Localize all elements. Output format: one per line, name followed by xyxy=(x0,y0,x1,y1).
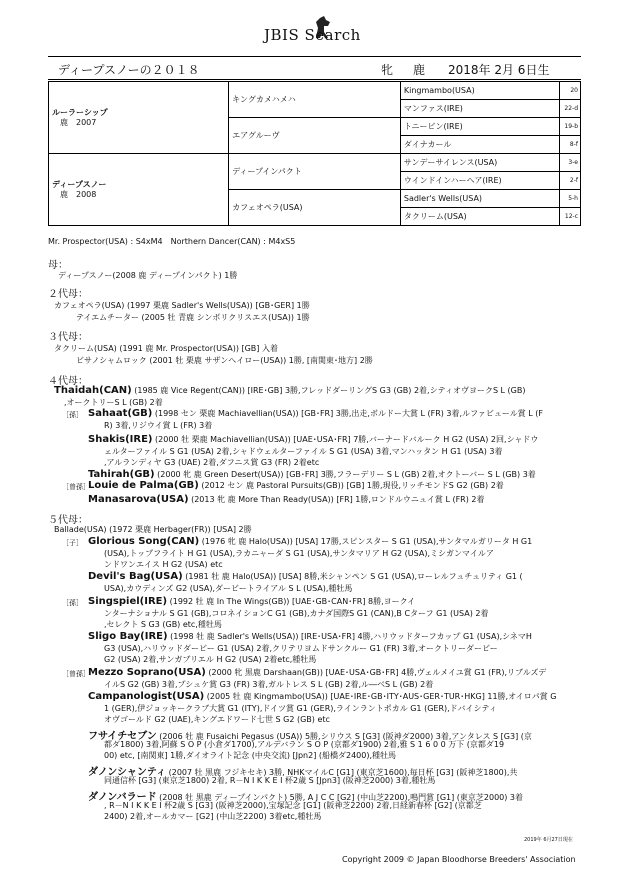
horse-name-bold[interactable]: Thaidah(CAN) xyxy=(54,385,132,396)
family-line: ェルターファイル S G1 (USA) 2着,シャドウェルターファイル S G1 (USA) 3着,マンハッタン H G1 (USA) 3着 xyxy=(104,447,503,456)
horse-name-bold[interactable]: Tahirah(GB) xyxy=(88,469,155,480)
horse-record: (2000 牡 栗鹿 Machiavellian(USA)) [UAE･USA･FR] 7勝,バーナードバルーク H G2 (USA) 2回,シャドウ xyxy=(152,435,539,444)
family-line: 都ダ1800) 3着,阿蘇 S O P (小倉ダ1700),アルデバラン S O P (京都ダ1900) 2着,雅 S 1 6 0 0 万下 (京都ダ19 xyxy=(104,740,505,749)
horse-name-bold[interactable]: Devil's Bag(USA) xyxy=(88,571,183,582)
family-line xyxy=(88,469,536,480)
family-line xyxy=(88,596,415,607)
family-line xyxy=(54,385,526,396)
family-number: 22-d xyxy=(560,100,581,118)
horse-name-bold[interactable]: Manasarova(USA) xyxy=(88,494,189,505)
jbis-logo[interactable] xyxy=(258,14,378,44)
horse-name-bold[interactable]: ダノンシャンティ xyxy=(88,767,167,778)
horse-record: (2005 牡 鹿 Kingmambo(USA)) [UAE･IRE･GB･ITY･AUS･GER･TUR･HKG] 11勝,オイロパ賞 G xyxy=(204,692,557,701)
section-dam: 母： xyxy=(48,260,68,271)
gen2-name[interactable]: エアグルーヴ xyxy=(229,118,401,154)
family-line: 2400) 2着,オールカマー [G2] (中山芝2200) 3着etc,種牡馬 xyxy=(104,812,322,821)
horse-name-bold[interactable]: Singspiel(IRE) xyxy=(88,596,168,607)
horse-record: (2007 牡 黒鹿 フジキセキ) 3勝, NHKマイルC [G1] (東京芝1600),毎日杯 [G3] (阪神芝1800),共 xyxy=(166,768,518,777)
horse-record: (1981 牡 鹿 Halo(USA)) [USA] 8勝,米シャンペン S G1 (USA),ローレルフュチュリティ G1 ( xyxy=(182,572,523,581)
family-line: USA),カウディンズ G2 (USA),ダービートライアル S L (USA),種牡馬 xyxy=(104,584,353,593)
horse-name-bold[interactable]: Louie de Palma(GB) xyxy=(88,480,199,491)
horse-name-bold[interactable]: Sligo Bay(IRE) xyxy=(88,631,168,642)
family-line: G3 (USA),ハリウッドダービー G1 (USA) 2着,クリテリヨムドサンクルー G1 (FR) 3着,オークトリーダービー xyxy=(104,644,498,653)
horse-record: (1992 牡 鹿 In The Wings(GB)) [UAE･GB･CAN･FR] 8勝,ヨークイ xyxy=(167,597,416,606)
dam-info: 鹿 2008 xyxy=(60,189,97,199)
family-line xyxy=(88,691,556,702)
horse-record: (2013 牝 鹿 More Than Ready(USA)) [FR] 1勝,ロンドルウニュイ賞 L (FR) 2着 xyxy=(188,495,485,504)
family-number: 8-f xyxy=(560,136,581,154)
relation-tag: ［子］ xyxy=(62,539,83,547)
dam-name[interactable]: ディープスノー xyxy=(52,179,107,189)
relation-tag: ［孫］ xyxy=(62,599,83,607)
copyright: Copyright 2009 © Japan Bloodhorse Breeders' Association xyxy=(342,855,576,864)
family-line: 同通信杯 [G3] (東京芝1800) 2着, R－N I K K E I 杯2歳 S [Jpn3] (阪神芝2000) 3着,種牡馬 xyxy=(104,776,436,785)
horse-record: (2012 セン 鹿 Pastoral Pursuits(GB)) [GB] 1勝,現役,リッチモンドS G2 (GB) 2着 xyxy=(198,481,504,490)
family-line: , R－N I K K E I 杯2歳 S [G3] (阪神芝2000),宝塚記念 [G1] (阪神芝2200) 2着,日経新春杯 [G2] (京都芝 xyxy=(104,801,482,810)
family-line: オヴゴールド G2 (UAE),キングエドワード七世 S G2 (GB) etc xyxy=(104,715,330,724)
as-of-date: 2019年 6月27日現在 xyxy=(524,837,573,843)
family-line: ディープスノー(2008 鹿 ディープインパクト) 1勝 xyxy=(58,271,238,280)
horse-record: (2000 牝 鹿 Green Desert(USA)) [GB･FR] 3勝,フラーデリー S L (GB) 2着,オクトーバー S L (GB) 3着 xyxy=(154,470,536,479)
family-line: (USA),トップフライト H G1 (USA),ラカニャーダ S G1 (USA),サンタマリア H G2 (USA),ミシガンマイルア xyxy=(104,549,494,558)
horse-record: (1998 牡 鹿 Sadler's Wells(USA)) [IRE･USA･FR] 4勝,ハリウッドターフカップ G1 (USA),シネマH xyxy=(167,632,532,641)
section-3rd-dam: ３代母： xyxy=(48,332,88,343)
family-line xyxy=(88,571,523,582)
family-line: ンドワンエイス H G2 (USA) etc xyxy=(104,560,223,569)
horse-sex-color: 牝 鹿 xyxy=(381,63,430,77)
sire-name[interactable]: ルーラーシップ xyxy=(52,107,108,117)
horse-name-bold[interactable]: Shakis(IRE) xyxy=(88,434,153,445)
sire-info: 鹿 2007 xyxy=(60,117,97,127)
gen3-name[interactable]: タクリーム(USA) xyxy=(400,208,559,226)
family-number: 5-h xyxy=(560,190,581,208)
horse-record: (2008 牡 黒鹿 ディープインパクト) 5勝, A J C C [G2] (中山芝2200),鳴門賞 [G1] (東京芝2000) 3着 xyxy=(156,793,524,802)
gen3-name[interactable]: ウインドインハーヘア(IRE) xyxy=(400,172,559,190)
dam-cell xyxy=(49,154,229,226)
family-line: Ballade(USA) (1972 栗鹿 Herbager(FR)) [USA] 2勝 xyxy=(54,525,252,534)
family-line xyxy=(88,494,485,505)
horse-header xyxy=(48,56,581,80)
family-line: テイエムチーター (2005 牡 青鹿 シンボリクリスエス(USA)) 1勝 xyxy=(76,313,310,322)
gen3-name[interactable]: ダイナカール xyxy=(400,136,559,154)
family-number: 12-c xyxy=(560,208,581,226)
logo-text: JBIS Search xyxy=(264,26,361,44)
family-number: 2-f xyxy=(560,172,581,190)
horse-name-bold[interactable]: Mezzo Soprano(USA) xyxy=(88,667,206,678)
sire-cell xyxy=(49,82,229,154)
family-line: 1 (GER),伊ジョッキークラブ大賞 G1 (ITY),ドイツ賞 G1 (GER),ラインラントポカル G1 (GER),ドバイシティ xyxy=(104,704,497,713)
horse-name-bold[interactable]: Sahaat(GB) xyxy=(88,408,153,419)
gen2-name[interactable]: ディープインパクト xyxy=(229,154,401,190)
family-line: R) 3着,リジウイ賞 L (FR) 3着 xyxy=(104,421,213,430)
pedigree-table xyxy=(48,81,581,226)
section-5th-dam: ５代母： xyxy=(48,515,88,526)
horse-name: ディープスノーの２０１８ xyxy=(58,63,200,77)
horse-record: (1985 鹿 Vice Regent(CAN)) [IRE･GB] 3勝,フレッドダーリングS G3 (GB) 2着,シティオヴヨークS L (GB) xyxy=(131,386,526,395)
family-line xyxy=(88,408,543,419)
family-line: G2 (USA) 2着,サンガブリエル H G2 (USA) 2着etc,種牡馬 xyxy=(104,655,317,664)
horse-name-bold[interactable]: Glorious Song(CAN) xyxy=(88,536,200,547)
family-line: タクリーム(USA) (1991 鹿 Mr. Prospector(USA)) [GB] 入着 xyxy=(54,344,278,353)
family-line xyxy=(88,536,532,547)
family-number: 3-e xyxy=(560,154,581,172)
family-number: 20 xyxy=(560,82,581,100)
horse-birthdate: 2018年 2月 6日生 xyxy=(448,63,550,77)
horse-name-bold[interactable]: フサイチセブン xyxy=(88,731,157,742)
family-line: ンターナショナル S G1 (GB),コロネイションC G1 (GB),カナダ国際S G1 (CAN),B Cターフ G1 (USA) 2着 xyxy=(104,609,489,618)
inbreeding-line: Mr. Prospector(USA) : S4xM4 Northern Dancer(CAN) : M4xS5 xyxy=(48,237,296,246)
horse-name-bold[interactable]: Campanologist(USA) xyxy=(88,691,205,702)
horse-record: (2006 牡 鹿 Fusaichi Pegasus (USA)) 5勝,シリウス S [G3] (阪神ダ2000) 3着,アンタレス S [G3] (京 xyxy=(156,732,532,741)
family-line: ,セレクト S G3 (GB) etc,種牡馬 xyxy=(104,620,222,629)
horse-record: (1976 牝 鹿 Halo(USA)) [USA] 17勝,スピンスター S G1 (USA),サンタマルガリータ H G1 xyxy=(199,537,533,546)
gen3-name[interactable]: Sadler's Wells(USA) xyxy=(400,190,559,208)
family-line xyxy=(88,631,532,642)
family-line xyxy=(88,480,504,491)
gen3-name[interactable]: Kingmambo(USA) xyxy=(400,82,559,100)
gen3-name[interactable]: トニービン(IRE) xyxy=(400,118,559,136)
gen3-name[interactable]: サンデーサイレンス(USA) xyxy=(400,154,559,172)
family-line: ,アルランディヤ G3 (UAE) 2着,ダフニス賞 G3 (FR) 2着etc xyxy=(104,458,320,467)
relation-tag: ［曾孫］ xyxy=(62,670,90,678)
relation-tag: ［曾孫］ xyxy=(62,483,90,491)
family-number: 19-b xyxy=(560,118,581,136)
gen2-name[interactable]: カフェオペラ(USA) xyxy=(229,190,401,226)
horse-name-bold[interactable]: ダノンバラード xyxy=(88,792,157,803)
section-4th-dam: ４代母： xyxy=(48,376,88,387)
family-line: ,オークトリーS L (GB) 2着 xyxy=(64,398,163,407)
family-line: カフェオペラ(USA) (1997 栗鹿 Sadler's Wells(USA)) [GB･GER] 1勝 xyxy=(54,301,310,310)
family-line: イルS G2 (GB) 3着,プシュケ賞 G3 (FR) 3着,ガルトレス S L (GB) 2着,ル―ベS L (GB) 2着 xyxy=(104,680,434,689)
horse-record: (2000 牝 黒鹿 Darshaan(GB)) [UAE･USA･GB･FR] 4勝,ヴェルメイユ賞 G1 (FR),リブルズデ xyxy=(205,668,547,677)
relation-tag: ［孫］ xyxy=(62,411,83,419)
family-line xyxy=(88,667,546,678)
family-line xyxy=(88,434,538,445)
family-line: ビサノシャムロック (2001 牡 栗鹿 サザンヘイロー(USA)) 1勝, [南関東･地方] 2勝 xyxy=(76,356,373,365)
family-line: 00) etc, [南関東] 1勝,ダイオライト記念 (中央交流) [Jpn2] (船橋ダ2400),種牡馬 xyxy=(104,751,397,760)
horse-record: (1998 セン 栗鹿 Machiavellian(USA)) [GB･FR] 3勝,出走,ボルドー大賞 L (FR) 3着,ルファビュール賞 L (F xyxy=(152,409,544,418)
gen2-name[interactable]: キングカメハメハ xyxy=(229,82,401,118)
gen3-name[interactable]: マンファス(IRE) xyxy=(400,100,559,118)
section-2nd-dam: ２代母： xyxy=(48,289,88,300)
